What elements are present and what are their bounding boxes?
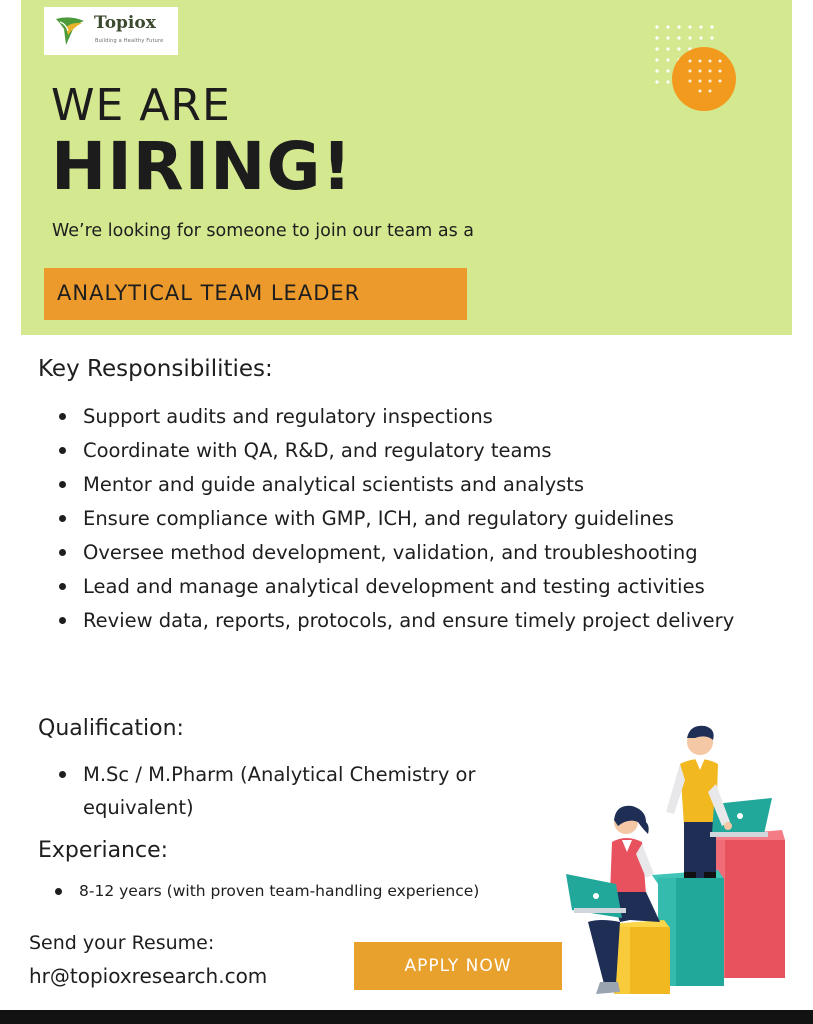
orange-circle-decoration [672,47,736,111]
role-title: ANALYTICAL TEAM LEADER [57,281,361,305]
qualification-list [59,758,559,824]
brand-logo [44,7,178,55]
list-item: Lead and manage analytical development and testing activities [59,570,723,604]
apply-now-button[interactable]: APPLY NOW [354,942,562,990]
bottom-bar [0,1010,813,1024]
experience-list [55,878,555,904]
role-badge [44,268,467,320]
responsibilities-list [59,400,799,638]
email-link[interactable]: hr@topioxresearch.com [29,964,268,988]
list-item: Mentor and guide analytical scientists and analysts [59,468,799,502]
responsibilities-heading: Key Responsibilities: [38,356,273,382]
list-item: Review data, reports, protocols, and ensure timely project delivery [59,604,763,638]
experience-heading: Experiance: [38,838,169,863]
list-item: 8-12 years (with proven team-handling experience) [55,878,555,904]
leaf-shield-icon [52,13,88,49]
list-item: Support audits and regulatory inspections [59,400,799,434]
qualification-heading: Qualification: [38,716,184,741]
headline-we-are: WE ARE [51,80,231,131]
list-item: Coordinate with QA, R&D, and regulatory teams [59,434,799,468]
list-item: Oversee method development, validation, and troubleshooting [59,536,799,570]
brand-tagline: Building a Healthy Future [95,38,164,44]
team-working-on-laptops-bar-chart-illustration [560,722,795,1002]
list-item: Ensure compliance with GMP, ICH, and regulatory guidelines [59,502,799,536]
brand-name: Topiox [94,13,156,33]
resume-label: Send your Resume: [29,932,215,954]
headline-hiring: HIRING! [51,128,353,205]
intro-text: We’re looking for someone to join our team as a [52,221,475,241]
list-item: M.Sc / M.Pharm (Analytical Chemistry or equivalent) [59,758,563,824]
dot-grid-overlay [672,47,736,111]
